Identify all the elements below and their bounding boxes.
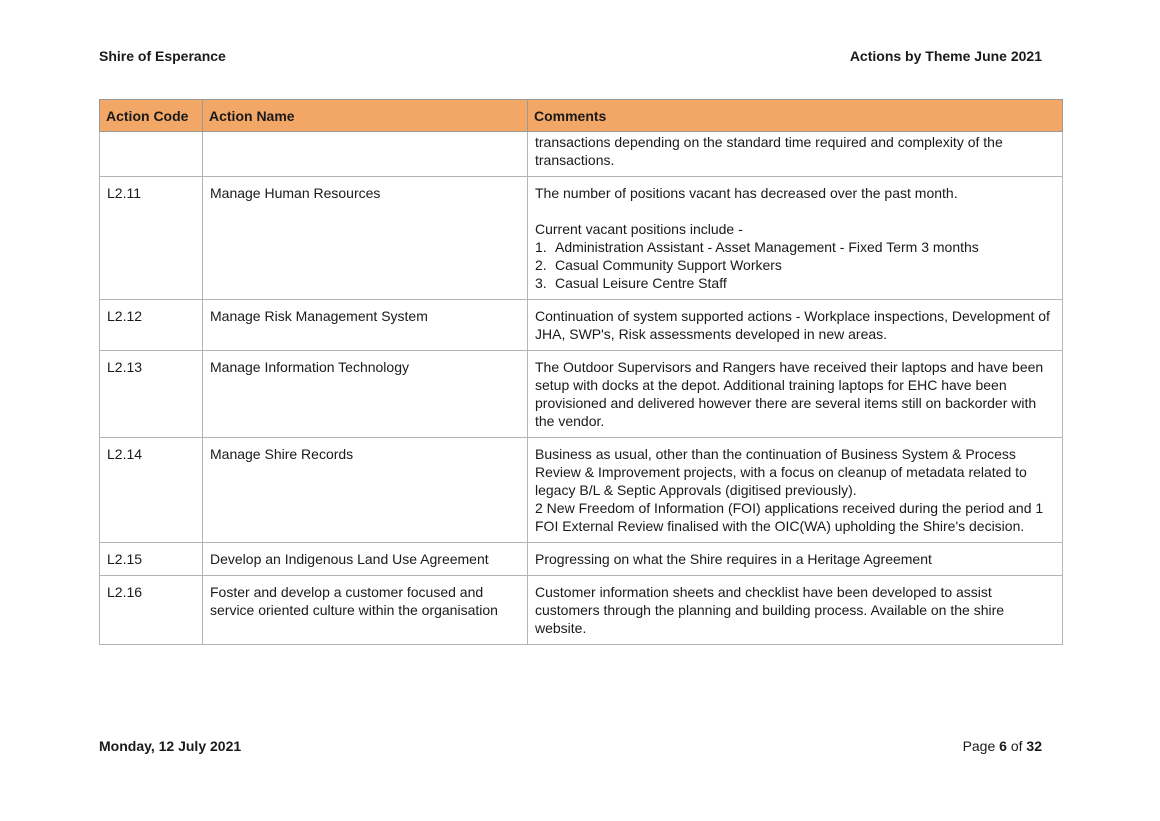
comments-cell: The Outdoor Supervisors and Rangers have received their laptops and have been setup with docks at the depot. Additional training laptops for EHC have been provisioned and delivered however there are several items still on backorder with the vendor.	[528, 351, 1063, 438]
list-number: 2.	[535, 257, 547, 273]
action-name-cell: Manage Information Technology	[203, 351, 528, 438]
header-organisation: Shire of Esperance	[99, 48, 226, 64]
comments-cell: Progressing on what the Shire requires in a Heritage Agreement	[528, 543, 1063, 576]
actions-table	[99, 99, 1063, 645]
comments-text-2: 2 New Freedom of Information (FOI) applications received during the period and 1 FOI External Review finalised with the OIC(WA) upholding the Shire's decision.	[535, 500, 1044, 534]
table-row	[100, 300, 1063, 351]
page-number	[963, 738, 1042, 754]
action-name-cell: Manage Shire Records	[203, 438, 528, 543]
comments-cell: Continuation of system supported actions - Workplace inspections, Development of JHA, SWP's, Risk assessments developed in new areas.	[528, 300, 1063, 351]
action-code-cell: L2.16	[100, 576, 203, 645]
column-header-comments: Comments	[528, 100, 1063, 132]
table-row	[100, 576, 1063, 645]
list-number: 1.	[535, 239, 547, 255]
list-item	[535, 274, 1056, 292]
page-of: of	[1010, 738, 1023, 754]
comments-text: The number of positions vacant has decreased over the past month.	[535, 185, 958, 201]
header-report-title: Actions by Theme June 2021	[849, 48, 1042, 64]
footer-date: Monday, 12 July 2021	[99, 738, 242, 754]
table-row	[100, 438, 1063, 543]
vacant-positions-list	[535, 238, 1056, 292]
blank-line	[535, 202, 1056, 220]
column-header-action-code: Action Code	[100, 100, 203, 132]
action-name-cell: Manage Risk Management System	[203, 300, 528, 351]
action-name-cell: Manage Human Resources	[203, 177, 528, 300]
comments-cell: transactions depending on the standard time required and complexity of the transactions.	[528, 132, 1063, 177]
action-name-cell: Develop an Indigenous Land Use Agreement	[203, 543, 528, 576]
table-row	[100, 543, 1063, 576]
comments-text-2: Current vacant positions include -	[535, 221, 743, 237]
list-text: Casual Community Support Workers	[555, 257, 782, 273]
action-code-cell: L2.12	[100, 300, 203, 351]
action-code-cell	[100, 132, 203, 177]
action-code-cell: L2.13	[100, 351, 203, 438]
action-code-cell: L2.11	[100, 177, 203, 300]
page-total: 32	[1026, 738, 1042, 754]
page-current: 6	[999, 738, 1007, 754]
column-header-action-name: Action Name	[203, 100, 528, 132]
table-row	[100, 132, 1063, 177]
list-text: Administration Assistant - Asset Management - Fixed Term 3 months	[555, 239, 979, 255]
action-code-cell: L2.15	[100, 543, 203, 576]
table-row	[100, 177, 1063, 300]
action-name-cell: Foster and develop a customer focused and service oriented culture within the organisation	[203, 576, 528, 645]
table-row	[100, 351, 1063, 438]
action-code-cell: L2.14	[100, 438, 203, 543]
list-item	[535, 256, 1056, 274]
comments-cell: Customer information sheets and checklist have been developed to assist customers through the planning and building process. Available on the shire website.	[528, 576, 1063, 645]
comments-text: Business as usual, other than the continuation of Business System & Process Review & Improvement projects, with a focus on cleanup of metadata related to legacy B/L & Septic Approvals (digitised previously).	[535, 446, 1027, 498]
action-name-cell	[203, 132, 528, 177]
page-prefix: Page	[962, 738, 996, 754]
list-text: Casual Leisure Centre Staff	[555, 275, 727, 291]
list-number: 3.	[535, 275, 547, 291]
list-item	[535, 238, 1056, 256]
comments-cell	[528, 438, 1063, 543]
comments-cell	[528, 177, 1063, 300]
table-header-row	[100, 100, 1063, 132]
